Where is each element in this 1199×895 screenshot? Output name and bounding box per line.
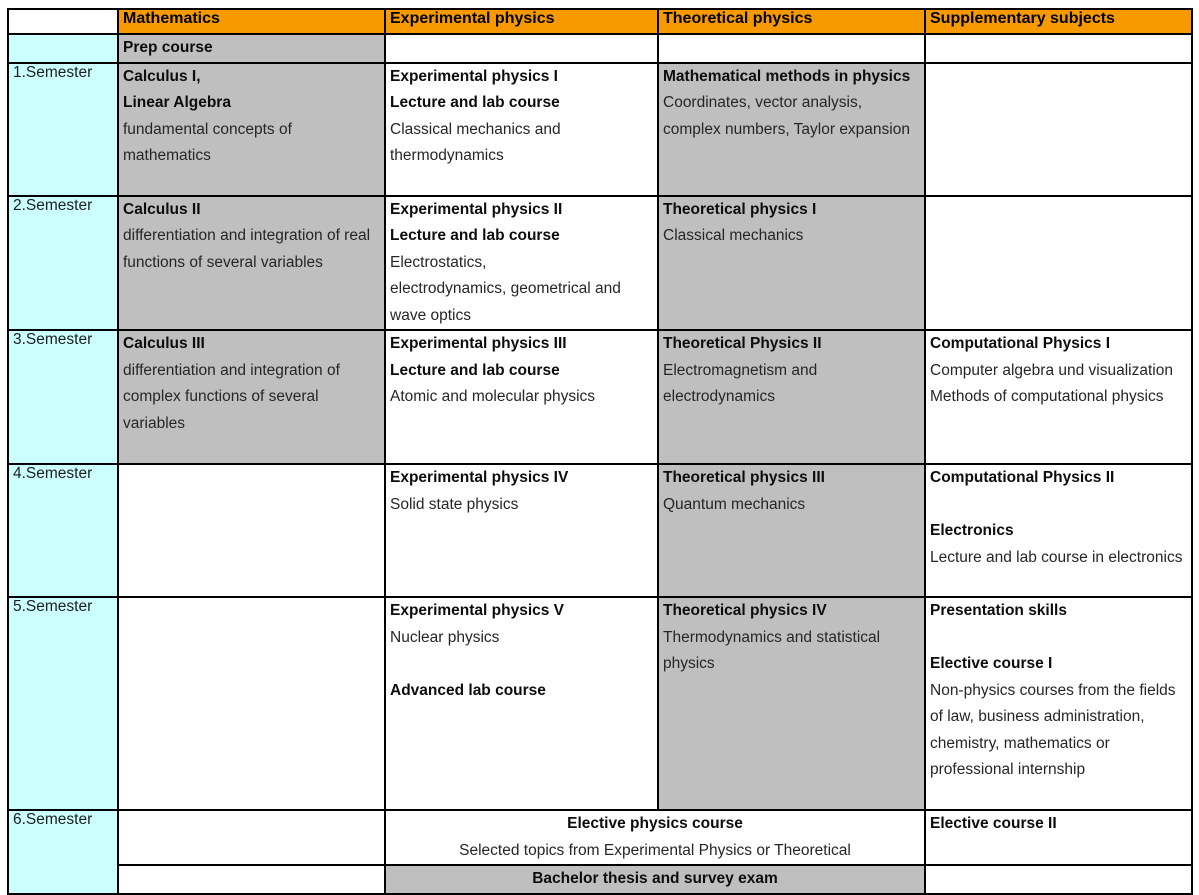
semester-label-prep xyxy=(8,34,118,63)
course-text: differentiation and integration of complex functions of several variables xyxy=(123,361,340,432)
course-text: Solid state physics xyxy=(390,495,519,513)
cell-sem1-supplementary-subjects xyxy=(925,63,1192,196)
row-sem5 xyxy=(8,597,1192,810)
course-text: Atomic and molecular physics xyxy=(390,388,596,405)
cell-sem2-supplementary-subjects xyxy=(925,196,1192,331)
column-header-supplementary-subjects: Supplementary subjects xyxy=(925,9,1192,34)
cell-sem1-theoretical-physics xyxy=(658,63,925,196)
cell-sem4-mathematics xyxy=(118,464,385,597)
course-text: differentiation and integration of real functions of several variables xyxy=(123,227,371,271)
course-title: Experimental physics III xyxy=(390,335,567,352)
cell-sem4-experimental-physics xyxy=(385,464,658,597)
course-text: Thermodynamics and statistical physics xyxy=(663,628,881,672)
course-text: Computer algebra und visualization xyxy=(930,361,1173,379)
cell-sem1-experimental-physics xyxy=(385,63,658,196)
row-sem1 xyxy=(8,63,1192,196)
course-text: Classical mechanics xyxy=(663,227,804,244)
cell-thesis-mathematics xyxy=(118,865,385,894)
cell-sem5-supplementary-subjects xyxy=(925,597,1192,810)
course-title: Elective course II xyxy=(930,815,1057,832)
cell-sem3-mathematics xyxy=(118,330,385,464)
course-title: Theoretical physics III xyxy=(663,469,825,486)
row-prep xyxy=(8,34,1192,63)
table-header xyxy=(8,9,1192,34)
course-title: Experimental physics IV xyxy=(390,469,569,486)
semester-label-sem1: 1.Semester xyxy=(8,63,118,196)
course-title: Experimental physics I xyxy=(390,67,558,85)
cell-sem4-theoretical-physics xyxy=(658,464,925,597)
course-title: Lecture and lab course xyxy=(390,227,560,244)
cell-sem5-theoretical-physics xyxy=(658,597,925,810)
cell-thesis-physics-merged xyxy=(385,865,925,894)
cell-thesis-supplementary-subjects xyxy=(925,865,1192,894)
column-header-theoretical-physics: Theoretical physics xyxy=(658,9,925,34)
row-sem2 xyxy=(8,196,1192,331)
cell-prep-theoretical-physics xyxy=(658,34,925,63)
semester-label-sem6: 6.Semester xyxy=(8,810,118,894)
course-title: Calculus I, xyxy=(123,67,201,85)
course-title: Theoretical Physics II xyxy=(663,335,822,352)
course-title: Presentation skills xyxy=(930,602,1067,619)
course-text: fundamental concepts of mathematics xyxy=(123,120,292,164)
semester-label-sem3: 3.Semester xyxy=(8,330,118,464)
row-sem4 xyxy=(8,464,1192,597)
course-text: Coordinates, vector analysis, complex numbers, Taylor expansion xyxy=(663,94,910,138)
course-title: Elective course I xyxy=(930,655,1053,672)
course-text: Classical mechanics and thermodynamics xyxy=(390,120,561,164)
row-sem3 xyxy=(8,330,1192,464)
corner-cell xyxy=(8,9,118,34)
course-text: Quantum mechanics xyxy=(663,495,806,513)
semester-label-sem5: 5.Semester xyxy=(8,597,118,810)
blank-line xyxy=(390,651,653,678)
semester-label-sem2: 2.Semester xyxy=(8,196,118,331)
cell-prep-experimental-physics xyxy=(385,34,658,63)
course-title: Prep course xyxy=(123,39,213,56)
curriculum-table xyxy=(7,8,1193,895)
course-text: Methods of computational physics xyxy=(930,388,1164,405)
course-title: Electronics xyxy=(930,522,1014,539)
course-title: Linear Algebra xyxy=(123,94,231,111)
cell-sem5-mathematics xyxy=(118,597,385,810)
course-text: electrodynamics, geometrical and wave optics xyxy=(390,280,621,324)
cell-sem1-mathematics xyxy=(118,63,385,196)
cell-sem2-mathematics xyxy=(118,196,385,331)
blank-line xyxy=(930,492,1187,519)
course-title: Experimental physics II xyxy=(390,200,563,218)
cell-sem3-theoretical-physics xyxy=(658,330,925,464)
course-title: Calculus III xyxy=(123,335,205,352)
course-text: Electromagnetism and electrodynamics xyxy=(663,361,818,405)
course-title: Bachelor thesis and survey exam xyxy=(532,870,778,887)
course-text: Lecture and lab course in electronics xyxy=(930,548,1183,566)
row-thesis xyxy=(8,865,1192,894)
course-title: Lecture and lab course xyxy=(390,94,560,111)
course-title: Experimental physics V xyxy=(390,602,565,619)
cell-sem6-mathematics xyxy=(118,810,385,865)
semester-label-sem4: 4.Semester xyxy=(8,464,118,597)
course-text: Non-physics courses from the fields of law, business administration, chemistry, mathematics or professional internship xyxy=(930,681,1176,778)
course-text: Nuclear physics xyxy=(390,628,500,646)
course-title: Computational Physics I xyxy=(930,335,1111,352)
course-title: Theoretical physics I xyxy=(663,200,817,218)
row-sem6 xyxy=(8,810,1192,865)
cell-sem5-experimental-physics xyxy=(385,597,658,810)
cell-sem3-supplementary-subjects xyxy=(925,330,1192,464)
course-title: Elective physics course xyxy=(567,815,743,832)
table-body xyxy=(8,34,1192,894)
header-row xyxy=(8,9,1192,34)
column-header-mathematics: Mathematics xyxy=(118,9,385,34)
course-text: Selected topics from Experimental Physics or Theoretical xyxy=(459,841,851,859)
cell-sem4-supplementary-subjects xyxy=(925,464,1192,597)
course-title: Calculus II xyxy=(123,200,201,218)
cell-sem2-experimental-physics xyxy=(385,196,658,331)
cell-sem6-physics-merged xyxy=(385,810,925,865)
course-title: Mathematical methods in physics xyxy=(663,67,911,85)
course-title: Theoretical physics IV xyxy=(663,602,827,619)
cell-sem6-supplementary-subjects xyxy=(925,810,1192,865)
cell-prep-supplementary-subjects xyxy=(925,34,1192,63)
course-text: Electrostatics, xyxy=(390,253,487,271)
cell-sem2-theoretical-physics xyxy=(658,196,925,331)
cell-prep-mathematics xyxy=(118,34,385,63)
course-title: Advanced lab course xyxy=(390,681,546,699)
course-title: Computational Physics II xyxy=(930,469,1115,486)
course-title: Lecture and lab course xyxy=(390,361,560,379)
cell-sem3-experimental-physics xyxy=(385,330,658,464)
blank-line xyxy=(930,625,1187,652)
column-header-experimental-physics: Experimental physics xyxy=(385,9,658,34)
